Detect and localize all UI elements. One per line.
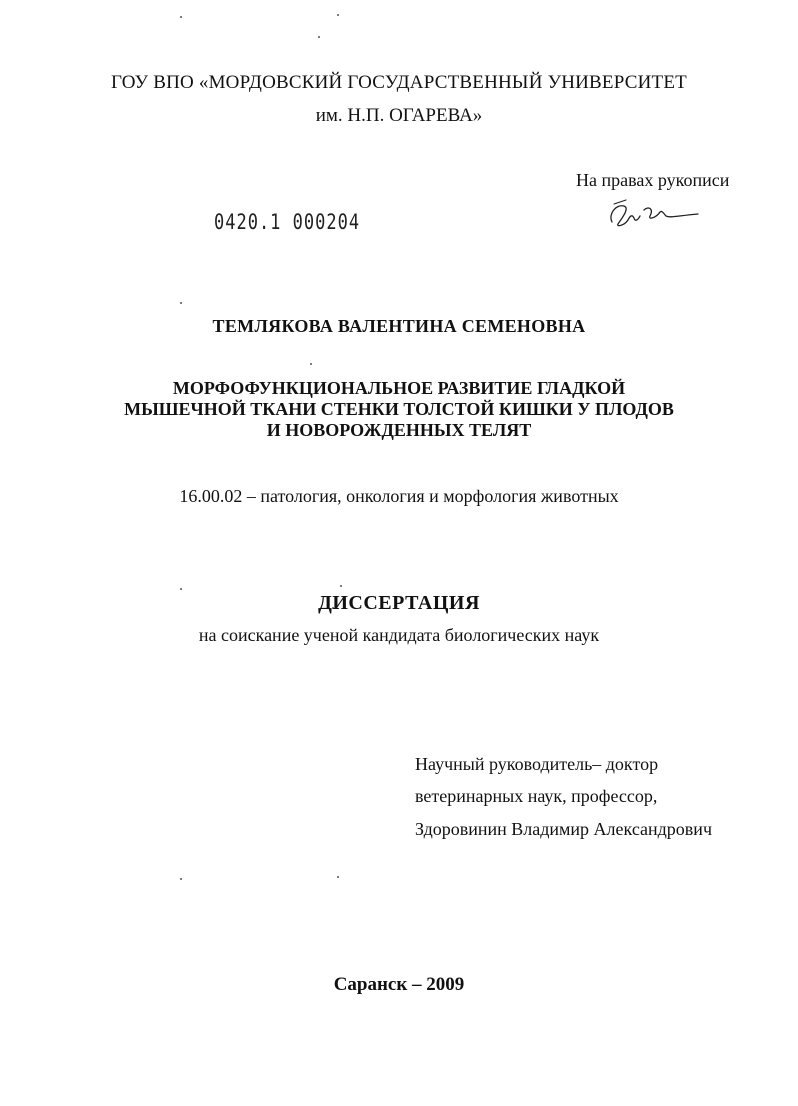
- scan-speck: [180, 302, 182, 304]
- university-name-line2: им. Н.П. ОГАРЕВА»: [315, 105, 483, 126]
- scan-speck: [340, 585, 342, 587]
- dissertation-title: [0, 378, 798, 441]
- handwritten-signature: [604, 196, 700, 232]
- supervisor-line: ветеринарных наук, профессор,: [415, 786, 658, 806]
- scan-speck: [310, 363, 312, 365]
- specialty-code: 16.00.02 – патология, онкология и морфология животных: [179, 486, 619, 506]
- scan-speck: [337, 14, 339, 16]
- university-name-line1: ГОУ ВПО «МОРДОВСКИЙ ГОСУДАРСТВЕННЫЙ УНИВЕРСИТЕТ: [111, 72, 687, 93]
- scan-speck: [180, 16, 182, 18]
- scan-speck: [318, 36, 320, 38]
- supervisor-line: Научный руководитель– доктор: [415, 754, 659, 774]
- scan-speck: [180, 588, 182, 590]
- document-type: ДИССЕРТАЦИЯ: [318, 592, 480, 614]
- city-year: Саранск – 2009: [333, 974, 465, 995]
- degree-description: на соискание ученой кандидата биологических наук: [198, 625, 600, 645]
- title-line: МЫШЕЧНОЙ ТКАНИ СТЕНКИ ТОЛСТОЙ КИШКИ У ПЛОДОВ: [124, 399, 674, 419]
- author-name: ТЕМЛЯКОВА ВАЛЕНТИНА СЕМЕНОВНА: [212, 316, 586, 336]
- scan-speck: [337, 876, 339, 878]
- title-line: МОРФОФУНКЦИОНАЛЬНОЕ РАЗВИТИЕ ГЛАДКОЙ: [172, 378, 626, 398]
- title-line: И НОВОРОЖДЕННЫХ ТЕЛЯТ: [266, 420, 532, 440]
- scan-speck: [180, 878, 182, 880]
- manuscript-rights-note: На правах рукописи: [576, 170, 730, 190]
- registration-stamp-number: 0420.1 000204: [214, 210, 361, 235]
- supervisor-name: Здоровинин Владимир Александрович: [415, 819, 712, 839]
